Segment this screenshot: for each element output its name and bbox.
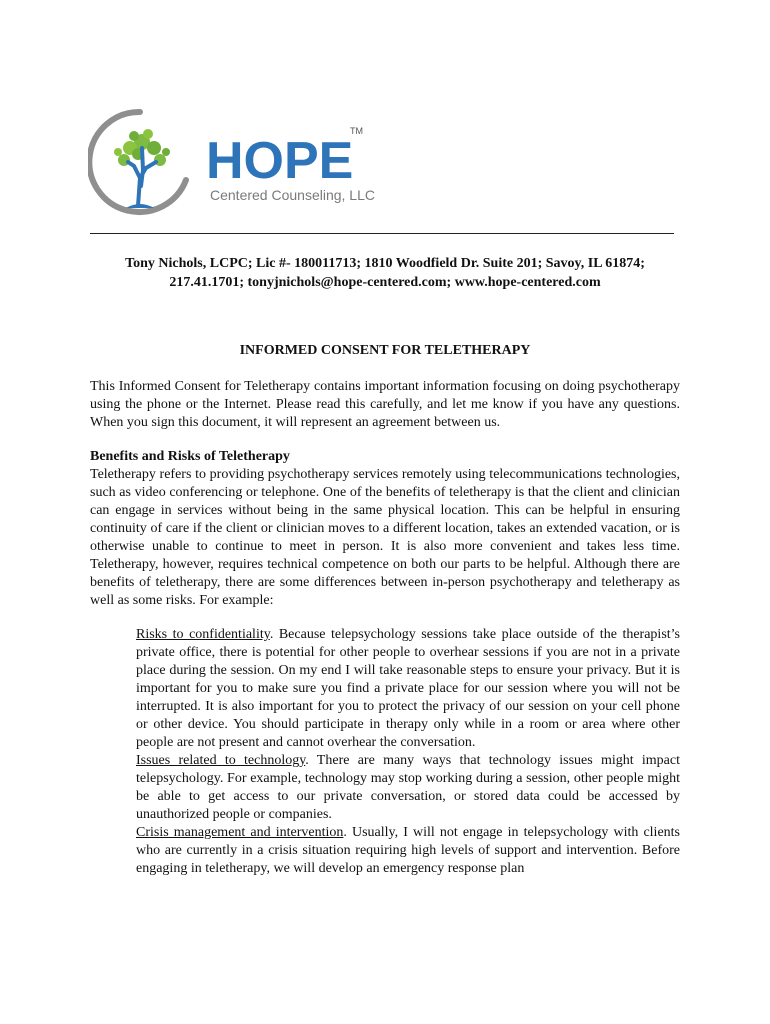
risk-item-technology: [136, 752, 680, 824]
risk-item-confidentiality: [136, 626, 680, 752]
contact-line-1: Tony Nichols, LCPC; Lic #- 180011713; 1810 Woodfield Dr. Suite 201; Savoy, IL 61874;: [125, 256, 645, 271]
header-divider: [90, 233, 674, 234]
risk-text: . Usually, I will not engage in telepsychology with clients who are currently in a crisis situation requiring high levels of support and intervention. Before engaging in teletherapy, we will develop an emergency response plan: [136, 825, 680, 876]
tagline-text: Centered Counseling, LLC: [210, 187, 375, 203]
risk-title: Issues related to technology: [136, 753, 306, 768]
contact-info: [90, 254, 680, 292]
contact-line-2: 217.41.1701; tonyjnichols@hope-centered.com; www.hope-centered.com: [169, 275, 601, 290]
logo-graphic: [88, 108, 378, 216]
section-paragraph: Teletherapy refers to providing psychotherapy services remotely using telecommunications technologies, such as video conferencing or telephone. One of the benefits of teletherapy is that the client and clinician can engage in services without being in the same physical location. This can be helpful in ensuring continuity of care if the client or clinician moves to a different location, takes an extended vacation, or is otherwise unable to continue to meet in person. It is also more convenient and takes less time. Teletherapy, however, requires technical competence on both our parts to be helpful. Although there are benefits of teletherapy, there are some differences between in-person psychotherapy and teletherapy as well as some risks. For example:: [90, 467, 680, 608]
trademark-mark: TM: [350, 126, 363, 136]
intro-paragraph: This Informed Consent for Teletherapy contains important information focusing on doing psychotherapy using the phone or the Internet. Please read this carefully, and let me know if you have any questions. When you sign this document, it will represent an agreement between us.: [90, 379, 680, 430]
risk-item-crisis: [136, 824, 680, 878]
risk-list: [136, 626, 680, 878]
risk-title: Risks to confidentiality: [136, 627, 270, 642]
document-body: [90, 378, 680, 878]
section-heading: Benefits and Risks of Teletherapy: [90, 449, 290, 464]
tree-icon: [114, 129, 170, 208]
company-logo: [88, 108, 378, 216]
risk-text: . There are many ways that technology issues might impact telepsychology. For example, technology may stop working during a session, other people might be able to get access to our private conversation, or stored data could be accessed by unauthorized people or companies.: [136, 753, 680, 822]
brand-text: HOPE: [206, 132, 354, 190]
document-title: INFORMED CONSENT FOR TELETHERAPY: [239, 343, 531, 358]
risk-text: . Because telepsychology sessions take place outside of the therapist’s private office, there is potential for other people to overhear sessions if you are not in a private place during the session. On my end I will take reasonable steps to ensure your privacy. But it is important for you to make sure you find a private place for our session where you will not be interrupted. It is also important for you to protect the privacy of our session on your cell phone or other device. You should participate in therapy only while in a room or area where other people are not present and cannot overhear the conversation.: [136, 627, 680, 750]
risk-title: Crisis management and intervention: [136, 825, 344, 840]
